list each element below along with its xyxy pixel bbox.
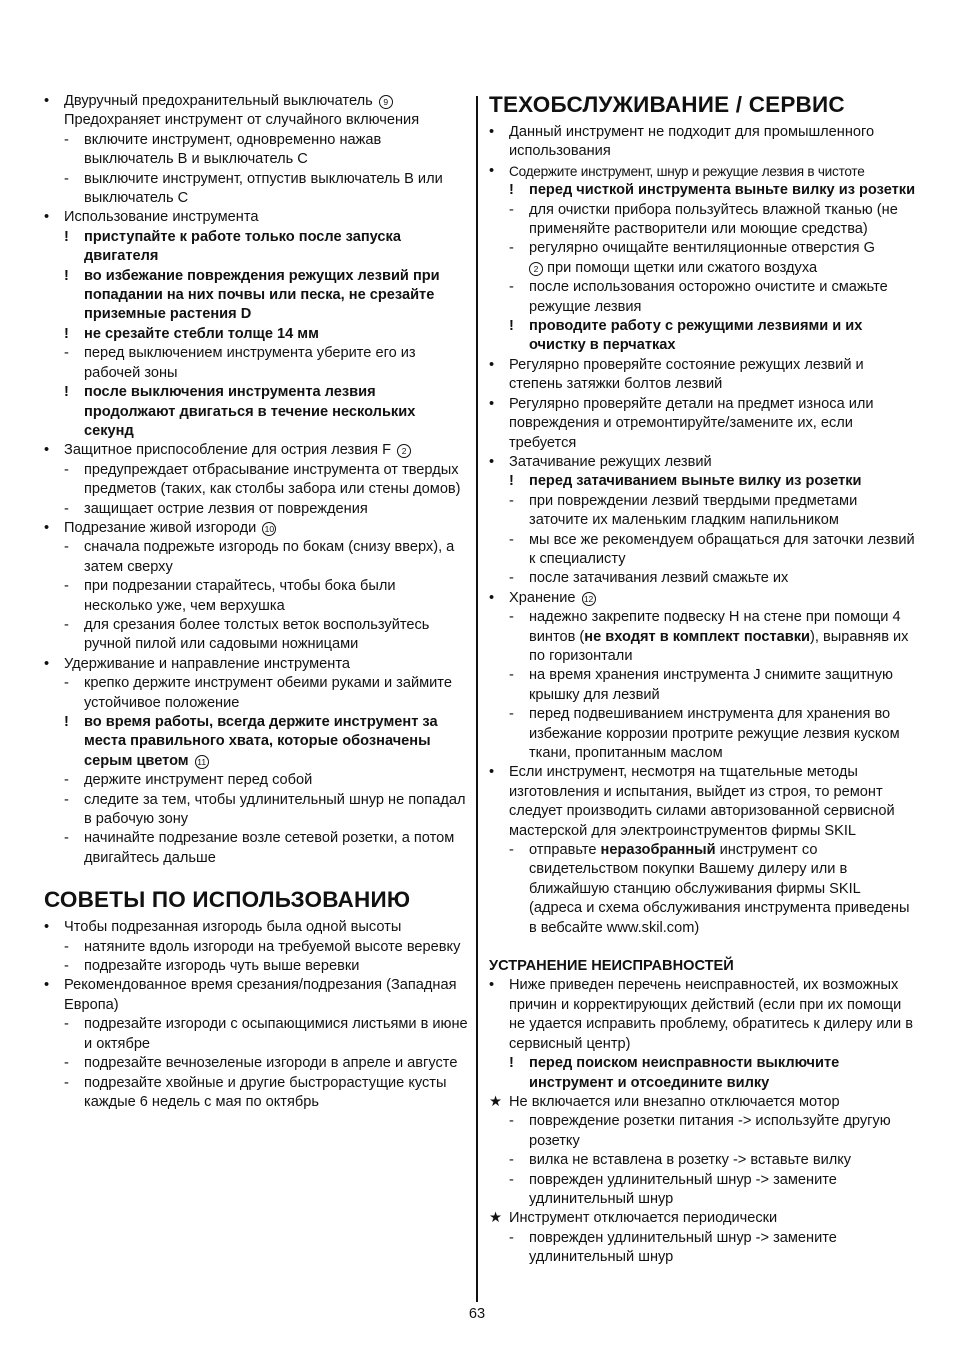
bullet: • — [44, 93, 50, 109]
warning-item: ! перед поиском неисправности выключите инструмент и отсоедините вилку — [509, 1055, 840, 1091]
warning-item: ! перед чисткой инструмента выньте вилку из розетки — [509, 182, 916, 199]
bullet: • — [489, 589, 495, 606]
sub-item: - регулярно очищайте вентиляционные отверстия G 2 при помощи щетки или сжатого воздуха — [509, 240, 875, 276]
sub-item: - после затачивания лезвий смажьте их — [509, 570, 789, 587]
sub-item: - натяните вдоль изгороди на требуемой высоте веревку — [64, 938, 461, 955]
list-item: • Содержите инструмент, шнур и режущие лезвия в чистоте — [489, 162, 917, 181]
sub-item: - на время хранения инструмента J снимите защитную крышку для лезвий — [509, 667, 893, 703]
bullet: • — [44, 655, 50, 672]
sub-item: - подрезайте хвойные и другие быстрорастущие кусты каждые 6 недель с мая по октябрь — [64, 1074, 447, 1110]
reference-number-badge: 10 — [262, 522, 276, 536]
list-item: • Использование инструмента — [44, 208, 468, 227]
list-item: ★ Инструмент отключается периодически — [489, 1209, 917, 1228]
list-item: • Данный инструмент не подходит для промышленного использования — [489, 124, 875, 160]
list-item: • Рекомендованное время срезания/подрезания (Западная Европа) — [44, 977, 457, 1013]
sub-item: - повреждение розетки питания -> используйте другую розетку — [509, 1113, 891, 1149]
list-item: • Удерживание и направление инструмента — [44, 655, 468, 674]
sub-item: - перед подвешиванием инструмента для хранения во избежание коррозии протрите режущие лезвия куском ткани, пропитанным маслом — [509, 706, 900, 761]
bullet: • — [489, 977, 495, 994]
list-item: • Защитное приспособление для острия лезвия F 2 — [44, 441, 468, 460]
sub-item: - следите за тем, чтобы удлинительный шнур не попадал в рабочую зону — [64, 791, 466, 828]
sub-item: - перед выключением инструмента уберите его из рабочей зоны — [64, 345, 416, 381]
sub-item: - отправьте неразобранный инструмент со свидетельством покупки Вашему дилеру или в ближайшую станцию обслуживания фирмы SKIL (адреса и схема обслуживания инструмента приведены в вебсайте www.skil.com) — [509, 842, 910, 936]
warning-item: ! во избежание повреждения режущих лезвий при попадании на них почвы или песка, не срезайте приземные растения D — [64, 267, 440, 323]
warning-item: ! не срезайте стебли толще 14 мм — [64, 325, 319, 342]
sub-item: - включите инструмент, одновременно нажав выключатель B и выключатель C — [64, 131, 382, 168]
star-icon: ★ — [489, 1210, 503, 1227]
bullet: • — [489, 356, 495, 373]
sub-item: - подрезайте изгородь чуть выше веревки — [64, 958, 360, 975]
page-number: 63 — [468, 1306, 486, 1322]
sub-item: - поврежден удлинительный шнур -> замените удлинительный шнур — [509, 1171, 837, 1207]
sub-item: - поврежден удлинительный шнур -> замените удлинительный шнур — [509, 1229, 837, 1266]
warning-item: ! проводите работу с режущими лезвиями и их очистку в перчатках — [509, 318, 863, 354]
bullet: • — [489, 124, 495, 140]
sub-item: - выключите инструмент, отпустив выключатель B или выключатель C — [64, 170, 443, 207]
sub-item: - вилка не вставлена в розетку -> вставьте вилку — [509, 1152, 852, 1169]
column-divider — [476, 96, 478, 1302]
list-item: • Если инструмент, несмотря на тщательные методы изготовления и испытания, выйдет из строя, то ремонт следует производить силами авторизованной сервисной мастерской для электроинструментов фирмы SKIL — [489, 764, 895, 839]
sub-item: - подрезайте вечнозеленые изгороди в апреле и августе — [64, 1055, 458, 1072]
sub-item: - мы все же рекомендуем обращаться для заточки лезвий к специалисту — [509, 531, 915, 567]
bullet: • — [489, 453, 495, 470]
warning-item: ! во время работы, всегда держите инструмент за места правильного хвата, которые обозначены серым цветом 11 — [64, 714, 438, 769]
section-heading-troubleshooting: УСТРАНЕНИЕ НЕИСПРАВНОСТЕЙ — [489, 958, 734, 975]
section-heading-service: ТЕХОБСЛУЖИВАНИЕ / СЕРВИС — [489, 92, 845, 117]
sub-item: - для очистки прибора пользуйтесь влажной тканью (не применяйте растворители или моющие средства) — [509, 201, 898, 238]
list-item: • Ниже приведен перечень неисправностей, их возможных причин и корректирующих действий (если при их помощи не удается исправить проблему, обратитесь к дилеру или в сервисный центр) — [489, 977, 914, 1052]
sub-item: - при подрезании старайтесь, чтобы бока были несколько уже, чем верхушка — [64, 578, 396, 614]
sub-item: - сначала подрежьте изгородь по бокам (снизу вверх), а затем сверху — [64, 539, 455, 575]
sub-item: - держите инструмент перед собой — [64, 772, 313, 789]
left-column — [44, 92, 468, 1112]
sub-item: - для срезания более толстых веток воспользуйтесь ручной пилой или садовыми ножницами — [64, 616, 430, 653]
reference-number-badge: 11 — [195, 755, 209, 769]
bullet: • — [44, 442, 50, 459]
star-icon: ★ — [489, 1093, 503, 1110]
reference-number-badge: 9 — [379, 95, 393, 109]
sub-item: - подрезайте изгороди с осыпающимися листьями в июне и октябре — [64, 1016, 468, 1052]
warning-item: ! приступайте к работе только после запуска двигателя — [64, 228, 401, 265]
bullet: • — [44, 919, 50, 936]
warning-item: ! перед затачиванием выньте вилку из розетки — [509, 473, 862, 490]
sub-item: - надежно закрепите подвеску H на стене при помощи 4 винтов (не входят в комплект поставки), выравняв их по горизонтали — [509, 609, 909, 664]
bullet: • — [44, 977, 50, 994]
list-item: • Хранение 12 — [489, 589, 917, 608]
bullet: • — [489, 764, 495, 781]
list-item: ★ Не включается или внезапно отключается мотор — [489, 1093, 917, 1112]
bullet: • — [44, 519, 50, 536]
sub-item: - предупреждает отбрасывание инструмента от твердых предметов (таких, как столбы забора или стены домов) — [64, 461, 461, 498]
right-column — [489, 92, 917, 1268]
sub-item: - защищает острие лезвия от повреждения — [64, 500, 368, 517]
bullet: • — [489, 395, 495, 412]
sub-item: - при повреждении лезвий твердыми предметами заточите их маленьким гладким напильником — [509, 492, 858, 529]
bullet: • — [489, 162, 495, 179]
bullet: • — [44, 209, 50, 226]
sub-item: - крепко держите инструмент обеими руками и займите устойчивое положение — [64, 675, 452, 711]
list-item: • Чтобы подрезанная изгородь была одной высоты — [44, 918, 468, 937]
list-item: • Регулярно проверяйте детали на предмет износа или повреждения и отремонтируйте/замените их, если требуется — [489, 395, 874, 451]
sub-item: - начинайте подрезание возле сетевой розетки, а потом двигайтесь дальше — [64, 830, 455, 866]
reference-number-badge: 2 — [529, 262, 543, 276]
section-heading-tips: СОВЕТЫ ПО ИСПОЛЬЗОВАНИЮ — [44, 887, 411, 913]
list-item: • Регулярно проверяйте состояние режущих лезвий и степень затяжки болтов лезвий — [489, 356, 864, 393]
warning-item: ! после выключения инструмента лезвия продолжают двигаться в течение нескольких секунд — [64, 384, 416, 439]
reference-number-badge: 2 — [397, 444, 411, 458]
list-item: • Подрезание живой изгороди 10 — [44, 519, 468, 538]
list-item: • Затачивание режущих лезвий — [489, 453, 917, 472]
reference-number-badge: 12 — [582, 592, 596, 606]
sub-item: - после использования осторожно очистите и смажьте режущие лезвия — [509, 279, 888, 315]
list-item: • Двуручный предохранительный выключатель 9 Предохраняет инструмент от случайного включения — [44, 93, 420, 129]
